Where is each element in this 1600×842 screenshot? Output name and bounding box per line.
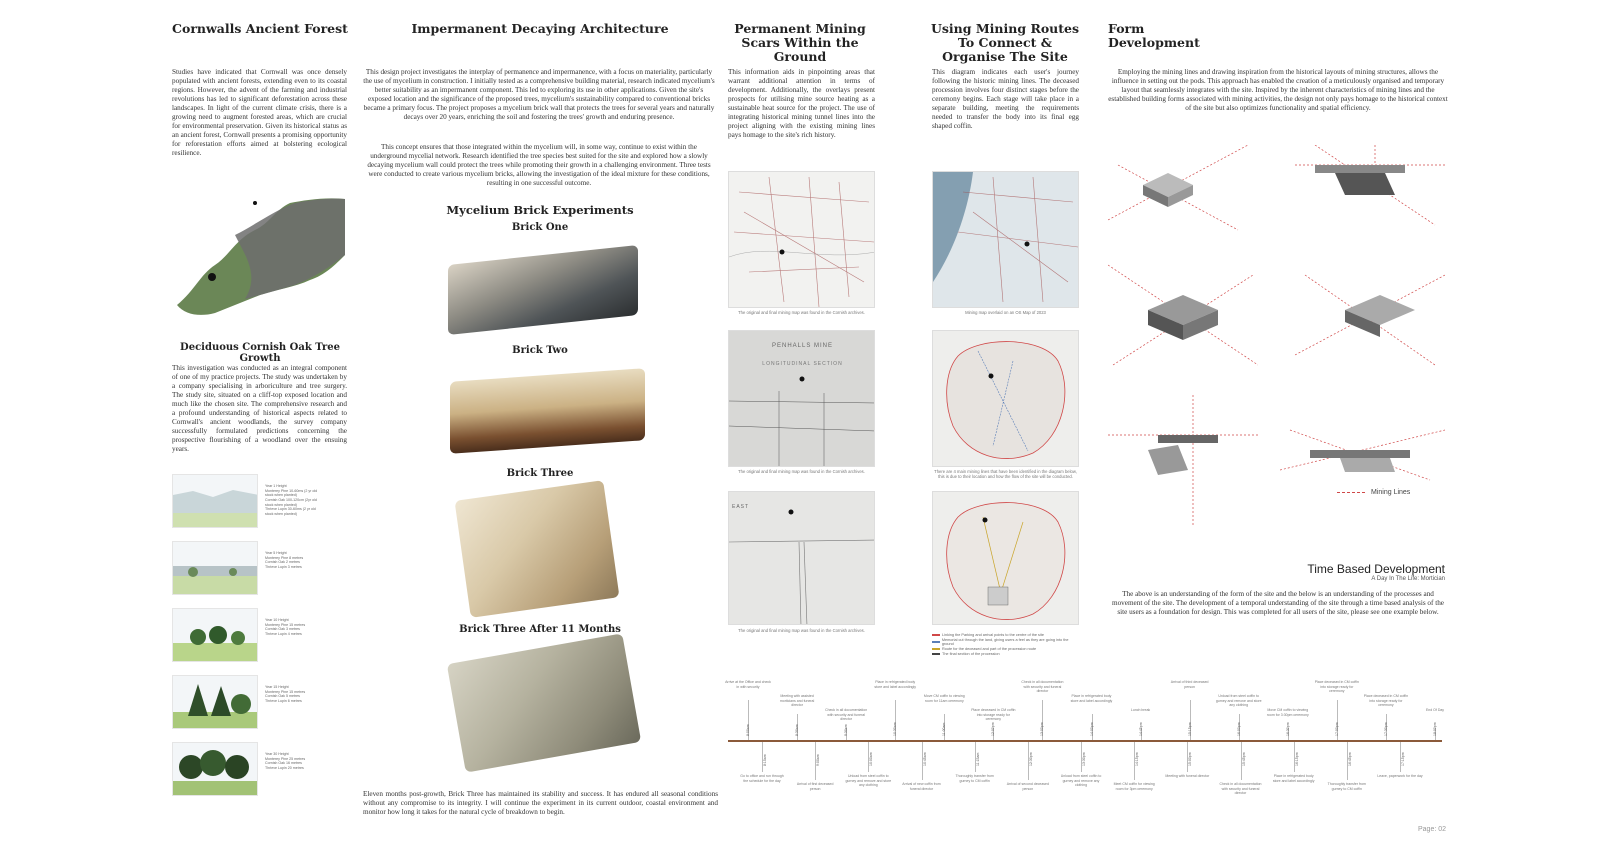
brick-two-image [450,368,645,454]
timeline-bottom-event: Meet CM coffin for viewing room for 3pm ceremony [1113,782,1155,791]
timeline-top-event: End Of Day [1425,708,1445,712]
col3-text: This information aids in pinpointing areas that warrant additional attention in terms of development. Additionally, the overlays present prospects for utilising mine source heating as a sustainable heat source for the project. The use of integrating historical mining tunnel lines into the project aligning with the existing mining lines pays homage to the site's rich history. [728,68,875,139]
timeline-top-event: Unload from steel coffin to gurney and remove and store any clothing [1215,694,1262,708]
form-sketch-3 [1108,255,1258,375]
growth-year-10-note: Year 10 Height Monterey Pine 15 metres Cornish Oak 3 metres Thrieve Lupin 4 metres [265,618,306,637]
mine-label: PENHALLS MINE [771,343,833,349]
mining-map-1 [728,171,875,308]
timeline-bottom-event: Unload from steel coffin to gurney and remove any clothing [1060,774,1102,788]
overlay-map-2 [932,330,1079,467]
brick-three-label: Brick Three [506,468,574,479]
timeline-top-event: Arrival of third deceased person [1170,680,1209,689]
col1-text: Studies have indicated that Cornwall was once densely populated with ancient forests, extending even to its coastal regions. However, the advent of the farming and industrial revolutions has led to significant deforestation across these landscapes. In light of the current climate crisis, there is a growing need to augment forested areas, which are crucial for environmental preservation. Given its historical status as an ancient forest, Cornwall presents a promising opportunity for reforestation efforts aimed at bolstering ecological resilience. [172,68,347,157]
timeline-bottom-time: 10:45am [922,752,927,766]
overlay-map-2-caption: There are 4 main mining lines that have been identified in the diagram below, this is due to their location and how the flow of the site will be conducted. [934,469,1077,479]
timeline-bottom-time: 11:15am [975,752,980,766]
col4-title: Using Mining Routes To Connect & Organise The Site [930,21,1080,64]
timeline-top-event: Check in all documentation with security and funeral director [1021,680,1064,694]
timeline-bottom-time: 10:00am [869,752,874,766]
timeline-top-time: 17:00pm [1334,722,1339,736]
timeline-bottom-time: 15:45pm [1241,752,1246,766]
timeline-bottom-event: Unload from steel coffin to gurney and remove and store any clothing [845,774,892,788]
col3-title: Permanent Mining Scars Within the Ground [734,21,866,64]
timeline-bottom-event: Leave, paperwork for the day [1377,774,1423,778]
overlay-map-1 [932,171,1079,308]
mining-lines-legend-label: Mining Lines [1371,489,1411,496]
brick-two-label: Brick Two [512,345,568,356]
legend-swatch-1 [932,634,940,636]
timeline-bottom-time: 8:15am [763,754,767,766]
timeline-bottom-event: Arrival of second deceased person [1006,782,1049,791]
brick-four-image [447,633,641,772]
time-subtitle: A Day In The Life: Mortician [1371,576,1445,582]
timeline-top-time: 16:00pm [1236,722,1241,736]
mining-map-3 [728,491,875,625]
timeline-top-time: 11:00am [942,722,947,736]
timeline-bottom-time: 12:30pm [1028,752,1033,766]
legend-item-1: Linking the Parking and arrival points to the centre of the site [942,633,1044,637]
timeline-top-event: Place in refrigerated body store and label accordingly [1070,694,1113,703]
col2-text-1: This design project investigates the interplay of permanence and impermanence, with a focus on materiality, particularly the use of mycelium in construction. I initially tested as a comprehensive building material, research indicated mycelium's better suitability as an impermanent component. This led to exploring its use in other applications. Given the site's exposed location and the significance of the proposed trees, mycelium's sustainability compared to conventional bricks became a primary focus. The project proposes a mycelium brick wall that protects the trees for several years and naturally decays over 20 years, enriching the soil and fostering the trees' growth and enduring presence. [363,68,715,121]
brick-one-image [448,245,638,335]
time-text: The above is an understanding of the form of the site and the below is an understanding of the processes and movement of the site. The development of a temporal understanding of the site through a time based analysis of the site users as a foundation for design. This was completed for all users of the site, please see one example below. [1111,590,1444,616]
form-sketch-2 [1295,145,1445,235]
mining-map-2-caption: The original and final mining map was found in the Cornish archives. [738,469,865,474]
growth-year-30-note: Year 30 Height Monterey Pine 25 metres Cornish Oak 16 metres Thrieve Lupin 20 metres [265,752,306,771]
timeline-axis [728,740,1442,742]
timeline-bottom-time: 16:45pm [1347,752,1352,766]
growth-year-1-note: Year 1 Height Monterey Pine 10-60ms (2 yr old stock when planted) Cornish Oak 100-120cm (2yr old stock when planted) Thrieve Lupin 30-60ms (2 yr old stock when planted) [265,484,318,517]
mining-map-2 [728,330,875,467]
timeline-top-time: 16:30pm [1285,722,1290,736]
legend-item-3: Route for the deceased and part of the procession route [942,647,1037,651]
col4-text: This diagram indicates each user's journey following the historic mining lines. The deceased procession involves four distinct stages before the ceremony begins. Each stage will take place in a separate building, meeting the requirements needed to transfer the body into its final egg shaped coffin. [932,68,1079,130]
route-legend [932,633,1079,656]
form-sketch-6 [1280,410,1445,490]
form-sketch-4 [1295,255,1445,375]
mining-map-1-caption: The original and final mining map was found in the Cornish archives. [738,310,865,315]
timeline-bottom-event: Meeting with funeral director [1165,774,1210,778]
timeline-bottom-event: Thoroughly transfer from gurney to CM coffin [1327,782,1366,791]
timeline-bottom-event: Go to office and run through the schedule for the day [740,774,784,783]
mine-sub-label: LONGITUDINAL SECTION [762,361,843,367]
timeline-top-event: Place deceased in CM coffin into storage ready for ceremony [1363,694,1409,708]
growth-year-1-image [172,474,258,528]
mining-lines-legend [1337,489,1410,496]
timeline-top-event: Arrive at the Office and check in with security [725,680,771,689]
growth-year-5-image [172,541,258,595]
overlay-map-3 [932,491,1079,625]
legend-item-2: Memorial cut through the land, giving users a feel as they are going into the ground [941,638,1069,646]
form-sketch-5 [1108,395,1258,525]
timeline-bottom-time: 9:00am [816,754,821,766]
growth-year-15-note: Year 15 Height Monterey Pine 15 metres Cornish Oak 5 metres Thrieve Lupin 6 metres [265,685,306,704]
oak-text: This investigation was conducted as an integral component of one of my practice projects. The study was undertaken by a company specialising in arboriculture and tree surgery. The study site, situated on a cliff-top exposed location and much like the chosen site. The comprehensive research and a profound understanding of historical aspects related to Cornwall's ancient woodlands, the survey company successfully formulated predictions concerning the prospective flourishing of a woodland over the ensuing years. [172,364,347,453]
timeline-top-event: Place deceased in CM coffin into storage ready for ceremony [971,708,1016,722]
timeline-bottom-time: 13:30pm [1082,752,1086,766]
oak-title: Deciduous Cornish Oak Tree Growth [180,342,340,364]
timeline-top-event: Check in all documentation with security and funeral director [825,708,868,722]
growth-year-5-note: Year 5 Height Monterey Pine 8 metres Cornish Oak 2 metres Thrieve Lupin 3 metres [265,551,304,570]
col1-title: Cornwalls Ancient Forest [172,21,348,36]
brick-four-label: Brick Three After 11 Months [459,624,621,635]
timeline-top-time: 13:00pm [1040,722,1045,736]
col5-text: Employing the mining lines and drawing inspiration from the historical layouts of mining structures, allows the influence in setting out the pods. This approach has enabled the creation of a meticulously organised and temporary layout that seamlessly integrates with the site. Inspired by the inherent characteristics of mining lines and the established building forms associated with mining activities, the design not only pays homage to the historical context of the site but also optimizes functionality and spatial efficiency. [1108,68,1448,112]
col2-closing-text: Eleven months post-growth, Brick Three has maintained its stability and success. It has endured all seasonal conditions without any compromise to its integrity. I will continue the experiment in its current outdoor, coastal environment and monitor how long it takes for the natural cycle of breakdown to begin. [363,790,718,816]
legend-swatch-2 [932,641,940,643]
cornwall-map [175,195,347,320]
brick-one-label: Brick One [511,222,569,233]
timeline-top-event: Lunch break [1130,708,1151,712]
timeline-bottom-event: Check in all documentation with security and funeral director [1219,782,1262,796]
time-title: Time Based Development [1307,562,1445,576]
timeline-top-time: 12:00pm [991,722,996,736]
timeline-top-time: 8:30am [795,724,800,736]
col5-title: Form Development [1108,21,1200,50]
timeline-bottom-event: Thoroughly transfer from gurney to CM coffin [955,774,994,783]
timeline-bottom-time: 15:00pm [1188,752,1193,766]
timeline-top-event: Place in refrigerated body store and label accordingly [874,680,917,689]
growth-year-30-image [172,742,258,796]
legend-swatch-4 [932,653,940,655]
timeline-top-time: 17:30pm [1383,722,1388,736]
form-sketch-1 [1108,145,1248,235]
timeline-top-event: Place deceased in CM coffin into storage ready for ceremony [1314,680,1359,694]
mining-map-3-caption: The original and final mining map was found in the Cornish archives. [738,628,865,633]
legend-item-4: The final section of the procession [942,652,1000,656]
timeline-top-time: 9:30am [844,724,849,736]
growth-year-15-image [172,675,258,729]
col2-title: Impermanent Decaying Architecture [411,21,669,36]
timeline-bottom-time: 16:15pm [1294,752,1299,766]
brick-three-image [455,480,620,618]
page-number: Page: 02 [1418,826,1447,833]
timeline-bottom-event: Arrival of new coffin from funeral director [902,782,941,791]
growth-year-10-image [172,608,258,662]
timeline-bottom-time: 17:15pm [1401,752,1405,766]
timeline-top-time: 14:45pm [1138,722,1143,736]
timeline-top-time: 8:00am [746,724,750,736]
timeline-bottom-event: Arrival of first deceased person [796,782,834,791]
col2-text-2: This concept ensures that those integrated within the mycelium will, in some way, continue to exist within the underground mycelial network. Research identified the tree species best suited for the site and explored how a slowly decaying mycelium wall could protect the trees while promoting their growth in a challenging environment. Three tests were conducted to create various mycelium bricks, allowing the investigation of the ideal mixture for these conditions, resulting in one successful outcome. [367,143,711,187]
timeline-top-time: 10:30am [893,722,898,736]
overlay-map-1-caption: Mining map overlaid on an OS Map of 2023 [965,310,1046,315]
timeline-top-event: Move CM coffin to viewing room for 3:30pm ceremony [1266,708,1309,717]
mining-lines-swatch [1337,492,1365,493]
legend-swatch-3 [932,648,940,650]
timeline-top-event: Meeting with assisted morticians and funeral director [779,694,815,708]
timeline-top-time: 18:00pm [1433,722,1437,736]
timeline-top-time: 15:15pm [1187,722,1192,736]
timeline-top-event: Move CM coffin to viewing room for 11am ceremony [923,694,965,703]
experiments-title: Mycelium Brick Experiments [446,203,634,217]
east-label: EAST [732,504,750,510]
timeline-top-time: 14:00pm [1089,722,1094,736]
timeline-bottom-time: 14:15pm [1135,752,1140,766]
timeline-bottom-event: Place in refrigerated body store and label accordingly [1272,774,1315,783]
